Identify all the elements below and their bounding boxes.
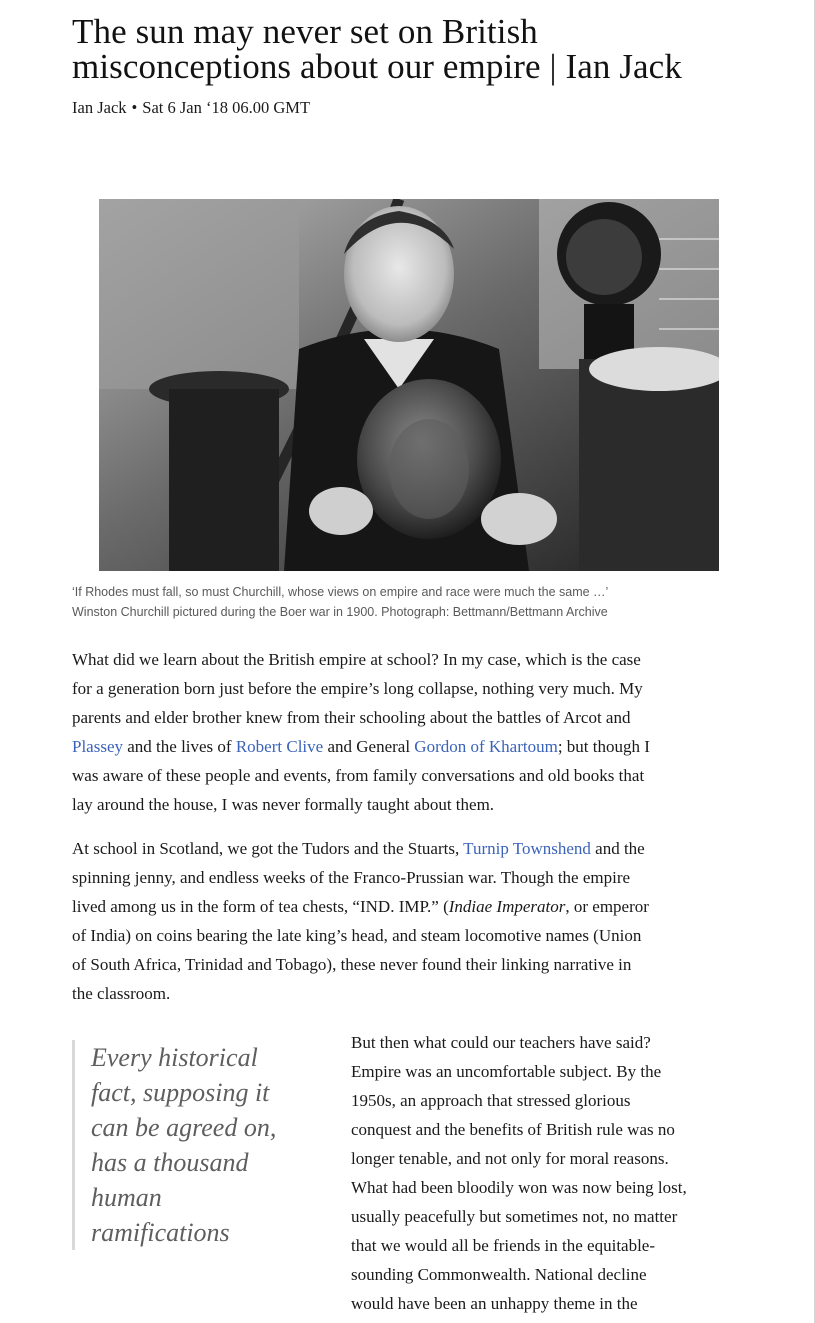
link-turnip-townshend[interactable]: Turnip Townshend xyxy=(463,839,591,858)
text-line: longer tenable, and not only for moral reasons. xyxy=(351,1149,669,1168)
text-fragment: At school in Scotland, we got the Tudors and the Stuarts, xyxy=(72,839,464,858)
text-line: spinning jenny, and endless weeks of the Franco-Prussian war. Though the empire xyxy=(72,868,631,887)
text-line xyxy=(72,834,750,863)
paragraph-1 xyxy=(72,645,750,819)
text-line: for a generation born just before the empire’s long collapse, nothing very much. My xyxy=(72,679,643,698)
caption-line-quote: ‘If Rhodes must fall, so must Churchill, whose views on empire and race were much the same …’ xyxy=(72,585,609,599)
pull-quote xyxy=(72,1040,327,1250)
text-line: Empire was an uncomfortable subject. By the xyxy=(351,1062,662,1081)
text-line xyxy=(72,732,750,761)
text-line: What did we learn about the British empire at school? In my case, which is the case xyxy=(72,650,641,669)
photo-caption xyxy=(72,582,742,622)
pull-quote-line: has a thousand xyxy=(91,1148,249,1177)
pull-quote-line: ramifications xyxy=(91,1218,230,1247)
text-fragment: and General xyxy=(323,737,415,756)
caption-line-credit: Winston Churchill pictured during the Boer war in 1900. Photograph: Bettmann/Bettmann Archive xyxy=(72,605,608,619)
text-line: of South Africa, Trinidad and Tobago), these never found their linking narrative in xyxy=(72,955,632,974)
publish-date: Sat 6 Jan ‘18 06.00 GMT xyxy=(142,98,311,117)
text-line: that we would all be friends in the equitable- xyxy=(351,1236,656,1255)
text-line: lay around the house, I was never formally taught about them. xyxy=(72,795,495,814)
paragraph-2 xyxy=(72,834,750,1008)
pull-quote-line: fact, supposing it xyxy=(91,1078,270,1107)
photo-illustration xyxy=(99,199,719,571)
byline xyxy=(72,97,752,119)
link-gordon-of-khartoum[interactable]: Gordon of Khartoum xyxy=(414,737,558,756)
text-fragment: and the xyxy=(590,839,645,858)
article-photo xyxy=(99,199,719,571)
link-robert-clive[interactable]: Robert Clive xyxy=(235,737,324,756)
pull-quote-line: human xyxy=(91,1183,162,1212)
article-body xyxy=(72,645,750,1023)
text-line: 1950s, an approach that stressed glorious xyxy=(351,1091,631,1110)
text-line: But then what could our teachers have said? xyxy=(351,1033,651,1052)
text-line: What had been bloodily won was now being lost, xyxy=(351,1178,687,1197)
text-line: was aware of these people and events, from family conversations and old books that xyxy=(72,766,645,785)
byline-separator: • xyxy=(131,98,138,117)
text-line: of India) on coins bearing the late king’s head, and steam locomotive names (Union xyxy=(72,926,642,945)
headline: The sun may never set on British misconceptions about our empire | Ian Jack xyxy=(72,12,682,86)
text-fragment: lived among us in the form of tea chests, “IND. IMP.” ( xyxy=(72,897,449,916)
text-fragment: , or emperor xyxy=(565,897,649,916)
text-line: sounding Commonwealth. National decline xyxy=(351,1265,647,1284)
author-name[interactable]: Ian Jack xyxy=(72,98,127,117)
pull-quote-line: can be agreed on, xyxy=(91,1113,277,1142)
text-line: conquest and the benefits of British rule was no xyxy=(351,1120,675,1139)
text-line: would have been an unhappy theme in the xyxy=(351,1294,638,1313)
pull-quote-line: Every historical xyxy=(91,1043,258,1072)
link-plassey[interactable]: Plassey xyxy=(72,737,123,756)
italic-term: Indiae Imperator xyxy=(448,897,566,916)
text-line: parents and elder brother knew from their schooling about the battles of Arcot and xyxy=(72,708,631,727)
text-line xyxy=(72,892,750,921)
text-line: the classroom. xyxy=(72,984,171,1003)
text-fragment: and the lives of xyxy=(123,737,236,756)
text-fragment: ; but though I xyxy=(557,737,650,756)
paragraph-3 xyxy=(351,1028,751,1318)
text-line: usually peacefully but sometimes not, no matter xyxy=(351,1207,678,1226)
article xyxy=(72,0,752,1313)
